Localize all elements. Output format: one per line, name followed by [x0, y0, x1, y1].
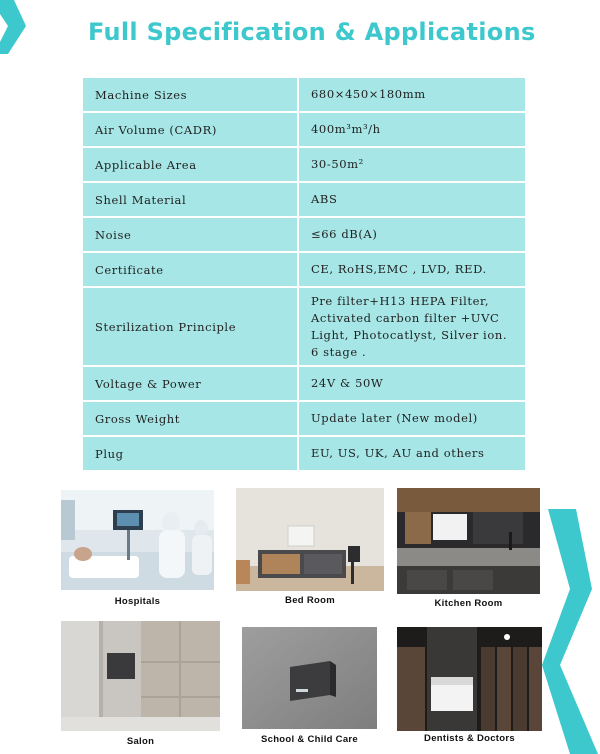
spec-value: Pre filter+H13 HEPA Filter, Activated carbon filter +UVC Light, Photocatlyst, Silver ion. 6 stage . — [298, 287, 526, 366]
caption-dentists-doctors: Dentists & Doctors — [424, 733, 515, 744]
table-row — [82, 112, 526, 147]
caption-salon: Salon — [126, 736, 155, 747]
spec-label: Air Volume (CADR) — [82, 112, 298, 147]
spec-label: Certificate — [82, 252, 298, 287]
table-row — [82, 147, 526, 182]
spec-value: ≤66 dB(A) — [298, 217, 526, 252]
school-child-care-image — [242, 627, 377, 729]
table-row — [82, 401, 526, 436]
caption-school-child-care: School & Child Care — [260, 734, 359, 745]
table-row — [82, 217, 526, 252]
spec-label: Shell Material — [82, 182, 298, 217]
spec-label: Machine Sizes — [82, 77, 298, 112]
table-row — [82, 436, 526, 471]
spec-value: ABS — [298, 182, 526, 217]
table-row — [82, 366, 526, 401]
spec-label: Applicable Area — [82, 147, 298, 182]
page-title: Full Specification & Applications — [88, 18, 536, 46]
spec-value: 24V & 50W — [298, 366, 526, 401]
corner-chevron-decoration — [0, 0, 30, 60]
spec-value: 680×450×180mm — [298, 77, 526, 112]
spec-label: Voltage & Power — [82, 366, 298, 401]
spec-label: Gross Weight — [82, 401, 298, 436]
spec-table — [81, 76, 527, 472]
spec-label: Sterilization Principle — [82, 287, 298, 366]
side-arrow-decoration — [540, 505, 600, 754]
spec-value: Update later (New model) — [298, 401, 526, 436]
table-row — [82, 77, 526, 112]
spec-value: 400m³m³/h — [298, 112, 526, 147]
caption-bed-room: Bed Room — [285, 595, 335, 606]
kitchen-room-image — [397, 488, 540, 594]
salon-image — [61, 621, 220, 731]
bed-room-image — [236, 488, 384, 591]
spec-label: Noise — [82, 217, 298, 252]
spec-value: 30-50m² — [298, 147, 526, 182]
spec-label: Plug — [82, 436, 298, 471]
caption-hospitals: Hospitals — [114, 596, 161, 607]
dentists-doctors-image — [397, 627, 542, 731]
table-row — [82, 182, 526, 217]
hospitals-image — [61, 490, 214, 590]
spec-value: EU, US, UK, AU and others — [298, 436, 526, 471]
table-row — [82, 287, 526, 366]
spec-value: CE, RoHS,EMC , LVD, RED. — [298, 252, 526, 287]
table-row — [82, 252, 526, 287]
caption-kitchen-room: Kitchen Room — [434, 598, 503, 609]
